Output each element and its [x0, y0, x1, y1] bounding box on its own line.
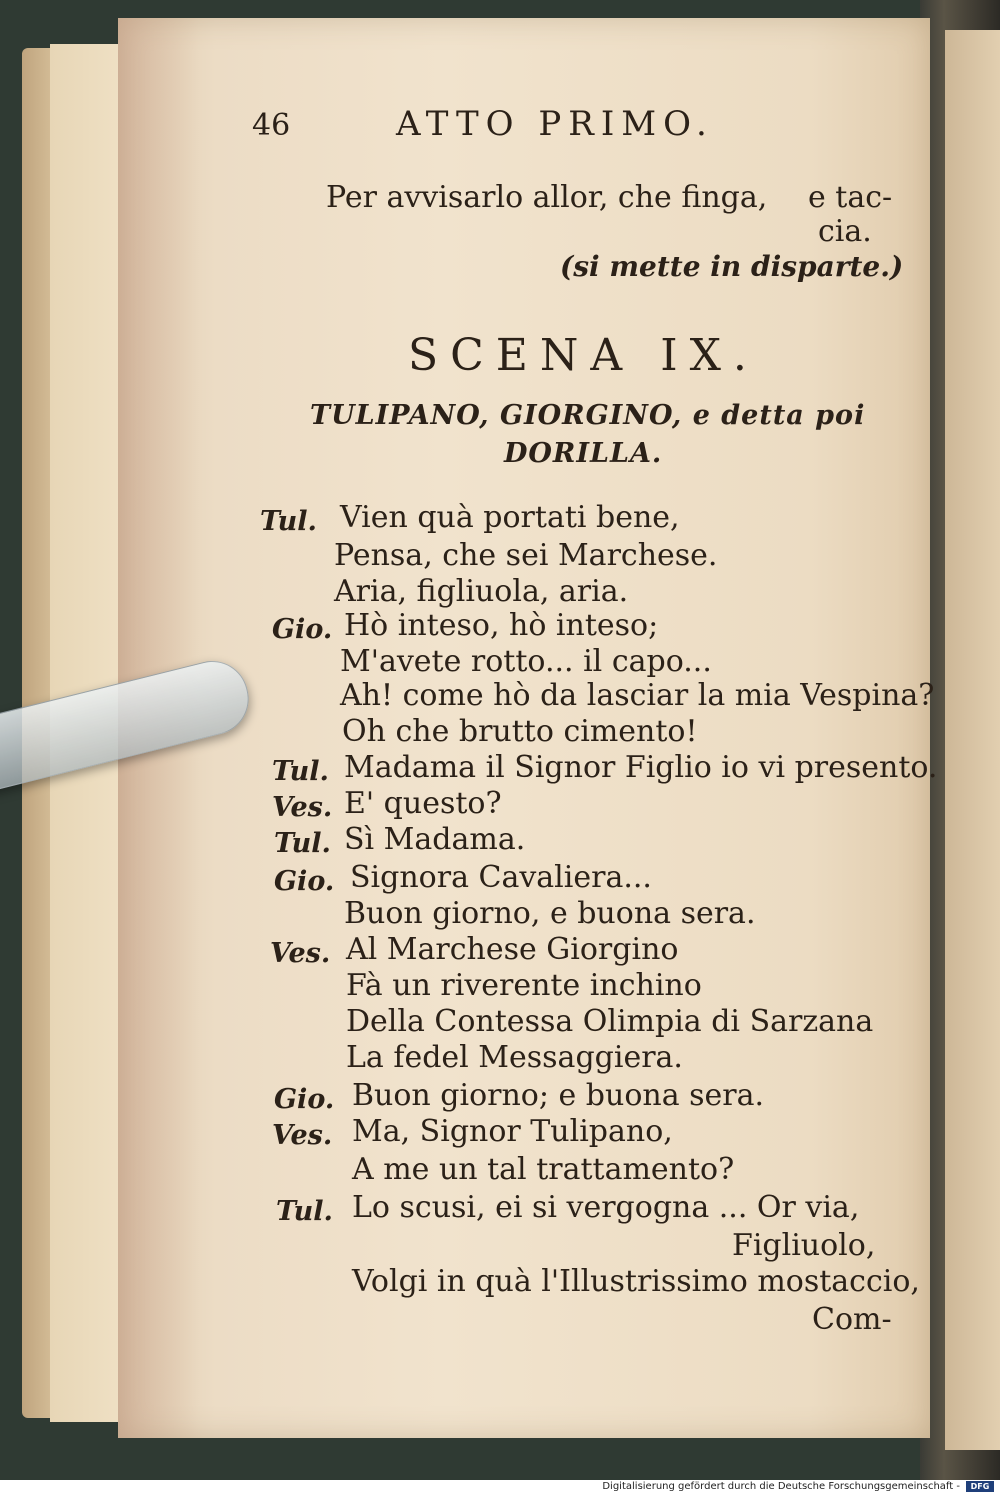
running-title: ATTO PRIMO.	[396, 104, 714, 144]
page-number: 46	[252, 108, 291, 143]
dialogue-line: Figliuolo,	[732, 1228, 876, 1263]
dialogue-line: Signora Cavaliera...	[350, 860, 652, 895]
intro-line-1: Per avvisarlo allor, che finga,	[326, 180, 768, 215]
footer-credit: Digitalisierung gefördert durch die Deutsche Forschungsgemeinschaft -	[602, 1481, 960, 1492]
speaker-label: Ves.	[270, 938, 331, 969]
dialogue-line: Pensa, che sei Marchese.	[334, 538, 718, 573]
dialogue-line: E' questo?	[344, 786, 502, 821]
facing-page-edge	[945, 30, 1000, 1450]
dialogue-line: Hò inteso, hò inteso;	[344, 608, 659, 643]
scene-title: SCENA IX.	[408, 330, 759, 381]
speaker-label: Ves.	[272, 792, 333, 823]
speaker-label: Tul.	[260, 506, 317, 537]
catchword: Com-	[812, 1302, 892, 1337]
speaker-label: Gio.	[274, 866, 335, 897]
dialogue-line: Ah! come hò da lasciar la mia Vespina?	[340, 678, 935, 713]
speaker-label: Ves.	[272, 1120, 333, 1151]
speaker-label: Tul.	[272, 756, 329, 787]
dialogue-line: Vien quà portati bene,	[340, 500, 680, 535]
dialogue-line: Fà un riverente inchino	[346, 968, 702, 1003]
speaker-label: Tul.	[274, 828, 331, 859]
dialogue-line: Al Marchese Giorgino	[346, 932, 679, 967]
dialogue-line: Buon giorno; e buona sera.	[352, 1078, 765, 1113]
speaker-label: Gio.	[274, 1084, 335, 1115]
dialogue-line: Lo scusi, ei si vergogna ... Or via,	[352, 1190, 860, 1225]
dialogue-line: Buon giorno, e buona sera.	[344, 896, 756, 931]
dfg-logo: DFG	[966, 1481, 994, 1492]
dialogue-line: M'avete rotto... il capo...	[340, 644, 712, 679]
speaker-label: Tul.	[276, 1196, 333, 1227]
intro-line-1-end: e tac-	[808, 180, 893, 215]
dialogue-line: Della Contessa Olimpia di Sarzana	[346, 1004, 874, 1039]
intro-line-2: cia.	[818, 214, 872, 249]
dialogue-line: Oh che brutto cimento!	[342, 714, 698, 749]
dialogue-line: Aria, figliuola, aria.	[334, 574, 629, 609]
dialogue-line: Sì Madama.	[344, 822, 526, 857]
stage-direction: (si mette in disparte.)	[560, 250, 904, 283]
scene-characters-line-1: TULIPANO, GIORGINO, e detta poi	[310, 400, 866, 431]
dialogue-line: A me un tal trattamento?	[352, 1152, 735, 1187]
dialogue-line: Ma, Signor Tulipano,	[352, 1114, 673, 1149]
dialogue-line: Volgi in quà l'Illustrissimo mostaccio,	[352, 1264, 920, 1299]
speaker-label: Gio.	[272, 614, 333, 645]
dialogue-line: Madama il Signor Figlio io vi presento.	[344, 750, 938, 785]
scene-characters-line-2: DORILLA.	[504, 438, 663, 469]
dialogue-line: La fedel Messaggiera.	[346, 1040, 683, 1075]
